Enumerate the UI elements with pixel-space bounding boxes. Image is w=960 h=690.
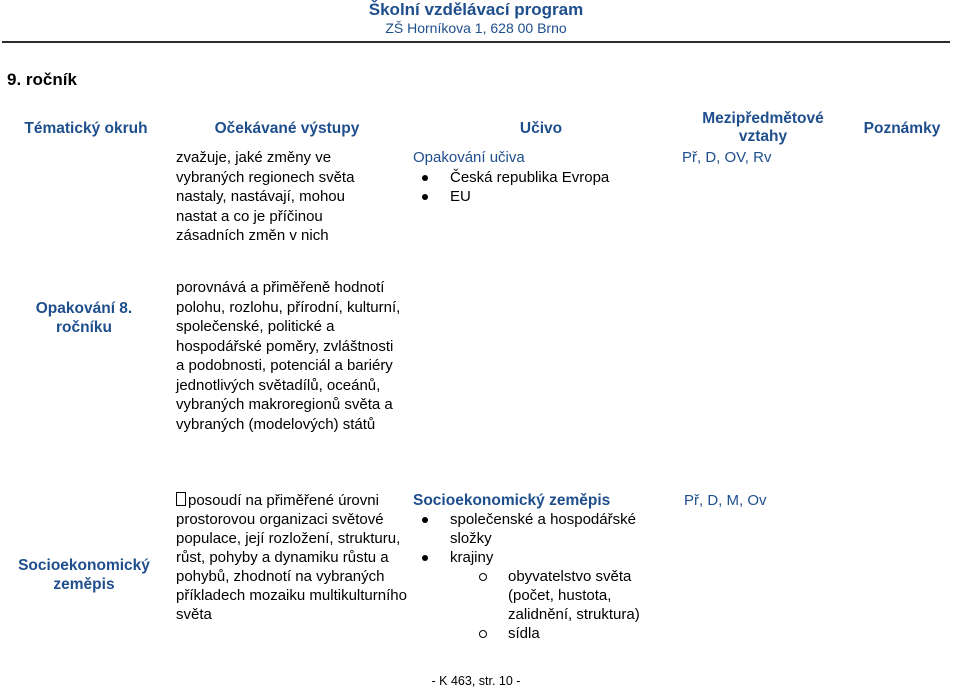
column-header-topic: Tématický okruh (24, 120, 148, 137)
column-header-outcomes: Očekávané výstupy (214, 120, 360, 137)
missing-glyph-icon (176, 492, 186, 506)
row2-topic: Opakování 8. ročníku (35, 300, 133, 336)
row3-outcomes (176, 491, 410, 624)
list-item: společenské a hospodářské složky (413, 510, 675, 548)
grade-heading: 9. ročník (7, 70, 77, 89)
list-item: obyvatelstvo světa (počet, hustota, zalidnění, struktura) (413, 567, 675, 624)
row1-content (413, 148, 671, 207)
row2-outcomes: porovnává a přiměřeně hodnotí polohu, rozlohu, přírodní, kulturní, společenské, politické a hospodářské poměry, zvláštnosti a podobnosti, potenciál a bariéry jednotlivých světadílů, oceánů, vybraných makroregionů světa a vybraných (modelových) států (176, 279, 401, 433)
document-header-title: Školní vzdělávací program (368, 0, 584, 19)
column-header-links: Mezipředmětové vztahy (702, 110, 824, 145)
column-header-notes: Poznámky (863, 120, 941, 137)
list-item: EU (413, 187, 671, 207)
row3-content-sublist (413, 567, 675, 643)
row3-links: Př, D, M, Ov (684, 492, 767, 509)
page-footer: - K 463, str. 10 - (431, 674, 521, 688)
row1-outcomes: zvažuje, jaké změny ve vybraných regionech světa nastaly, nastávají, mohou nastat a co je příčinou zásadních změn v nich (176, 149, 355, 244)
document-header-subtitle: ZŠ Horníkova 1, 628 00 Brno (385, 20, 567, 36)
row1-content-list (413, 168, 671, 207)
row3-content (413, 491, 675, 643)
list-item: sídla (413, 624, 675, 643)
row3-content-list (413, 510, 675, 567)
header-divider (2, 41, 950, 43)
row3-outcomes-text: posoudí na přiměřené úrovni prostorovou organizaci světové populace, její rozložení, strukturu, růst, pohyby a dynamiku růstu a pohybů, zhodnotí na vybraných příkladech mozaiku multikulturního světa (176, 492, 407, 623)
list-item: krajiny (413, 548, 675, 567)
row1-content-heading: Opakování učiva (413, 149, 525, 166)
column-header-content: Učivo (519, 120, 563, 137)
row3-topic: Socioekonomický zeměpis (18, 557, 150, 593)
row3-content-heading: Socioekonomický zeměpis (413, 492, 611, 509)
list-item: Česká republika Evropa (413, 168, 671, 188)
row1-links: Př, D, OV, Rv (682, 149, 772, 166)
